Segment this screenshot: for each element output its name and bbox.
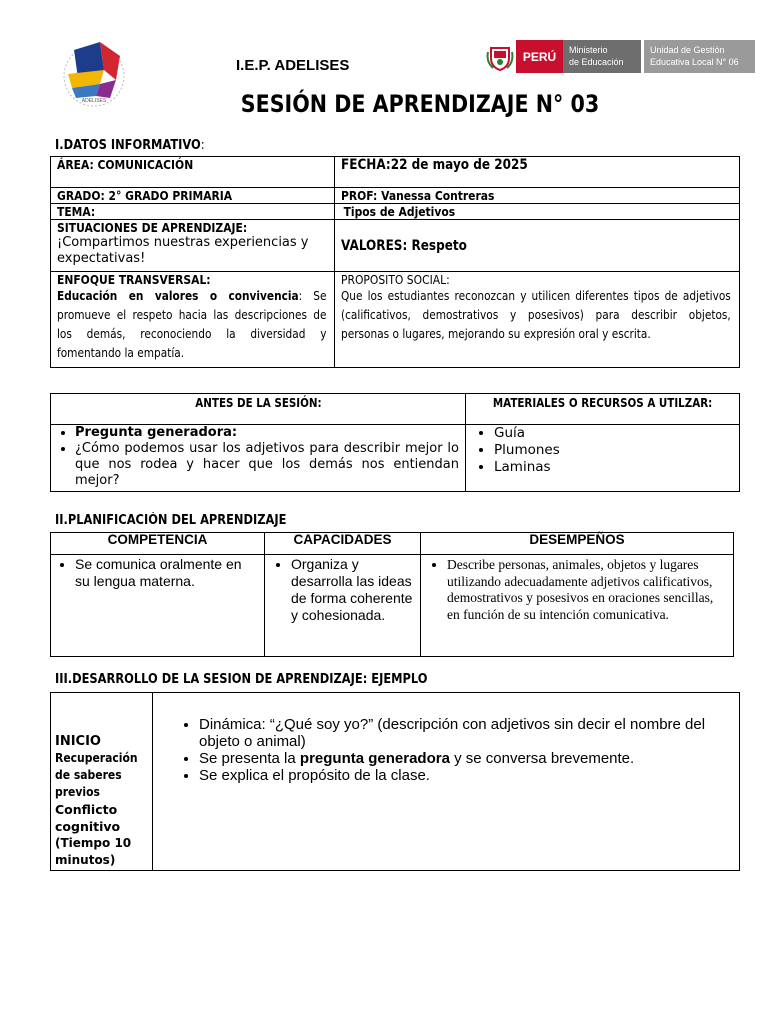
- logo-caption: ADELISES: [81, 98, 107, 104]
- competencia-header: COMPETENCIA: [51, 533, 265, 555]
- actividades-cell: [153, 693, 740, 871]
- enfoque-cell: [51, 272, 335, 368]
- fecha-cell: FECHA:22 de mayo de 2025: [335, 157, 740, 188]
- enfoque-text: Educación en valores o convivencia: Se promueve el respeto hacia las descripciones de los demás, reconociendo la diversidad y fomentando la empatía.: [57, 289, 327, 360]
- capacidades-text: • Organiza y desarrolla las ideas de forma coherente y cohesionada.: [291, 556, 414, 624]
- ministry-line2: de Educación: [569, 57, 624, 67]
- situaciones-label: SITUACIONES DE APRENDIZAJE:: [57, 220, 248, 235]
- phase-inicio: INICIO: [55, 734, 101, 749]
- actividad-pregunta: • Se presenta la pregunta generadora y se conversa brevemente.: [199, 750, 729, 767]
- section2-heading: [55, 513, 286, 528]
- actividad-dinamica: • Dinámica: “¿Qué soy yo?” (descripción con adjetivos sin decir el nombre del objeto o animal): [199, 716, 729, 750]
- proposito-cell: [335, 272, 740, 368]
- desempenos-header: DESEMPEÑOS: [421, 533, 734, 555]
- phase-tiempo: (Tiempo 10 minutos): [55, 836, 132, 867]
- section1-number: I.: [55, 138, 64, 153]
- material-item: • Guía: [494, 425, 733, 442]
- peru-label: PERÚ: [516, 40, 563, 73]
- antes-table: [50, 393, 740, 492]
- page-title: SESIÓN DE APRENDIZAJE N° 03: [240, 90, 600, 118]
- competencia-cell: [51, 555, 265, 657]
- section2-number: II.: [55, 513, 68, 528]
- section1-title: DATOS INFORMATIVO: [63, 138, 201, 153]
- peru-shield-icon: [483, 40, 516, 73]
- ugel-label: [644, 40, 755, 73]
- proposito-text: Que los estudiantes reconozcan y utilicen diferentes tipos de adjetivos (calificativos, demostrativos y posesivos) para describir objetos, personas o lugares, mejorando su expresión oral y escrita.: [341, 289, 731, 341]
- planificacion-table: [50, 532, 734, 657]
- ministry-line1: Ministerio: [569, 45, 608, 55]
- ugel-line2: Educativa Local N° 06: [650, 57, 739, 67]
- section3-number: III.: [55, 672, 73, 687]
- section2-title: PLANIFICACIÓN DEL APRENDIZAJE: [67, 513, 287, 528]
- desempenos-cell: [421, 555, 734, 657]
- ministry-banner: [483, 40, 755, 73]
- phase-recuperacion: Recuperación de saberes previos: [55, 751, 138, 799]
- pregunta-label: • Pregunta generadora:: [75, 425, 459, 441]
- material-item: • Laminas: [494, 459, 733, 476]
- tema-value-cell: Tipos de Adjetivos: [335, 204, 740, 220]
- materiales-header: MATERIALES O RECURSOS A UTILZAR:: [466, 394, 740, 425]
- section1-heading: [55, 138, 205, 153]
- section3-title: DESARROLLO DE LA SESION DE APRENDIZAJE: EJEMPLO: [72, 672, 428, 687]
- situaciones-cell: [51, 220, 335, 272]
- competencia-text: • Se comunica oralmente en su lengua materna.: [75, 556, 258, 590]
- capacidades-cell: [265, 555, 421, 657]
- grado-cell: GRADO: 2° GRADO PRIMARIA: [51, 188, 335, 204]
- phase-cell: [51, 693, 153, 871]
- situaciones-value: ¡Compartimos nuestras experiencias y expectativas!: [57, 235, 309, 266]
- prof-cell: PROF: Vanessa Contreras: [335, 188, 740, 204]
- actividad-proposito: • Se explica el propósito de la clase.: [199, 767, 729, 784]
- area-cell: ÁREA: COMUNICACIÓN: [51, 157, 335, 188]
- capacidades-header: CAPACIDADES: [265, 533, 421, 555]
- valores-cell: VALORES: Respeto: [335, 220, 740, 272]
- pregunta-text: • ¿Cómo podemos usar los adjetivos para describir mejor lo que nos rodea y hacer que los demás nos entiendan mejor?: [75, 441, 459, 489]
- tema-label-cell: TEMA:: [51, 204, 335, 220]
- ugel-line1: Unidad de Gestión: [650, 45, 725, 55]
- proposito-label: PROPOSITO SOCIAL:: [341, 272, 450, 287]
- ministry-label: [563, 40, 641, 73]
- datos-table: [50, 156, 740, 368]
- enfoque-label: ENFOQUE TRANSVERSAL:: [57, 272, 211, 287]
- antes-header: ANTES DE LA SESIÓN:: [51, 394, 466, 425]
- phase-conflicto: Conflicto cognitivo: [55, 802, 121, 834]
- school-name: I.E.P. ADELISES: [236, 57, 350, 74]
- pregunta-cell: [51, 425, 466, 492]
- materiales-cell: [466, 425, 740, 492]
- section1-colon: :: [200, 138, 205, 153]
- desempenos-text: • Describe personas, animales, objetos y lugares utilizando adecuadamente adjetivos calificativos, demostrativos y posesivos en oraciones sencillas, en función de su intención comunicativa.: [447, 557, 727, 623]
- desarrollo-table: [50, 692, 740, 871]
- section3-heading: [55, 672, 428, 687]
- material-item: • Plumones: [494, 442, 733, 459]
